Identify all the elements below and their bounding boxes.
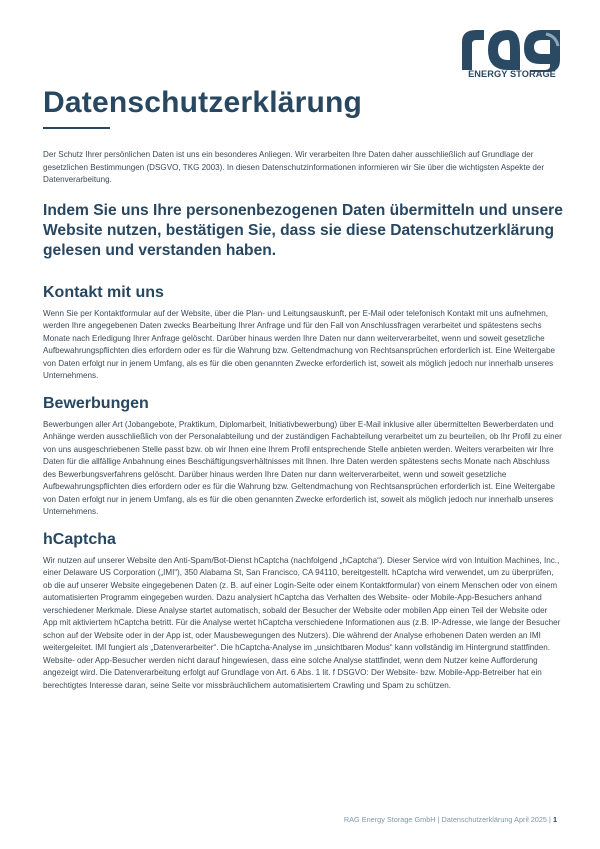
rag-logo [458,26,564,72]
section-body: Wir nutzen auf unserer Website den Anti-Spam/Bot-Dienst hCaptcha (nachfolgend „hCaptcha“). Dieser Service wird von Intuition Machines, Inc., einer Delaware US Corporation („IMI“), 350 Alabama St, San Francisco, CA 94110, bereitgestellt. hCaptcha wird verwendet, um zu überprüfen, ob die auf unserer Website eingegebenen Daten (z. B. auf einer Login-Seite oder einem Kontaktformular) von einem Menschen oder von einem automatisierten Programm eingegeben wurden. Dazu analysiert hCaptcha das Verhalten des Website- oder Mobile-App-Besuchers anhand verschiedener Merkmale. Diese Analyse startet automatisch, sobald der Besucher der Website oder mobilen App einen Teil der Website oder App mit aktiviertem hCaptcha betritt. Für die Analyse wertet hCaptcha verschiedene Informationen aus (z.B. IP-Adresse, wie lange der Besucher schon auf der Website oder in der App ist, oder Mausbewegungen des Nutzers). Die während der Analyse erhobenen Daten werden an IMI weitergeleitet. IMI fungiert als „Datenverarbeiter“. Die hCaptcha-Analyse im „unsichtbaren Modus“ kann vollständig im Hintergrund stattfinden. Website- oder App-Besucher werden nicht darauf hingewiesen, dass eine solche Analyse stattfindet, wenn dem Nutzer keine Aufforderung angezeigt wird. Die Datenverarbeitung erfolgt auf Grundlage von Art. 6 Abs. 1 lit. f DSGVO: Der Website- bzw. Mobile-App-Betreiber hat ein berechtigtes Interesse daran, seine Seite vor missbräuchlichem automatisiertem Crawling und Spam zu schützen. [43,555,561,690]
section-body: Bewerbungen aller Art (Jobangebote, Praktikum, Diplomarbeit, Initiativbewerbung) über E-Mail inklusive aller übermittelten Bewerberdaten und Anhänge werden ausschließlich von der Personalabteilung und der zuständigen Fachabteilung verarbeitet um zu beurteilen, ob Ihr Profil zu einer von uns ausgeschriebenen Stelle passt bzw. ob wir Ihnen eine Ihrem Profil entsprechende Stelle anbieten werden. Weiters verarbeiten wir Ihre Daten für die allfällige Anbahnung eines Beschäftigungsverhältnisses mit Ihnen. Ihre Daten werden spätestens sechs Monate nach Abschluss des Bewerbungsverfahrens gelöscht. Darüber hinaus werden Ihre Daten nur dann weiterverarbeitet, wenn und soweit gesetzliche Aufbewahrungspflichten dies erfordern oder es für die Wahrung bzw. Geltendmachung von Rechtsansprüchen erforderlich ist. Eine Weitergabe von Daten erfolgt nur in jenem Umfang, als es für die oben genannten Zwecke erforderlich ist, soweit als möglich jedoch nur innerhalb unseres Unternehmens. [43,419,562,516]
rag-logo-mark [458,26,564,72]
section-kontakt [43,284,563,383]
section-bewerbungen [43,395,563,519]
lead-statement: Indem Sie uns Ihre personenbezogenen Daten übermitteln und unsere Website nutzen, bestätigen Sie, dass sie diese Datenschutzerklärung gelesen und verstanden haben. [43,201,563,259]
section-hcaptcha [43,531,563,693]
page-number: 1 [552,815,557,824]
footer-text: RAG Energy Storage GmbH | Datenschutzerklärung April 2025 | [343,815,551,824]
intro-paragraph: Der Schutz Ihrer persönlichen Daten ist uns ein besonderes Anliegen. Wir verarbeiten Ihre Daten daher ausschließlich auf Grundlage der gesetzlichen Bestimmungen (DSGVO, TKG 2003). In diesen Datenschutzinformationen informieren wir Sie über die wichtigsten Aspekte der Datenverarbeitung. [43,150,545,184]
document-body [43,149,563,704]
page-title: Datenschutzerklärung [43,86,363,119]
logo-subtitle: ENERGY STORAGE [468,69,556,79]
section-body: Wenn Sie per Kontaktformular auf der Website, über die Plan- und Leitungsauskunft, per E-Mail oder telefonisch Kontakt mit uns aufnehmen, werden Ihre angegebenen Daten zwecks Bearbeitung Ihrer Anfrage und für den Fall von Anschlussfragen verarbeitet und spätestens sechs Monate nach Erledigung Ihrer Anfrage gelöscht. Darüber hinaus werden Ihre Daten nur dann weiterverarbeitet, wenn und soweit gesetzliche Aufbewahrungspflichten dies erfordern oder es für die Wahrung bzw. Geltendmachung von Rechtsansprüchen erforderlich ist. Eine Weitergabe von Daten erfolgt nur in jenem Umfang, als es für die oben genannten Zwecke erforderlich ist, soweit als möglich jedoch nur innerhalb unseres Unternehmens. [43,308,555,380]
section-heading: hCaptcha [43,530,116,548]
page-footer [43,815,557,824]
section-heading: Kontakt mit uns [43,283,164,301]
section-heading: Bewerbungen [43,394,149,412]
title-underline [43,127,110,129]
